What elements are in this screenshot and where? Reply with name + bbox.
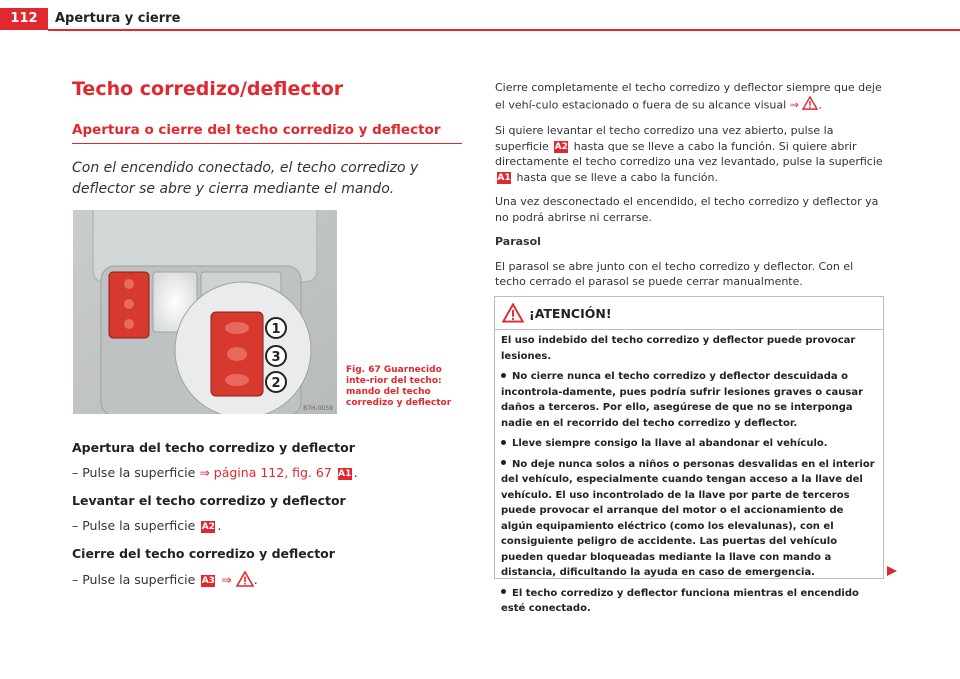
warning-bullet: No deje nunca solos a niños o personas desvalidas en el interior del vehículo, especialmente cuando tengan acceso a la llave del vehículo. El uso incontrolado de la llave por parte de terceros puede provocar el arranque del motor o el accionamiento de algún equipamiento eléctrico (como los elevalunas), con el consiguiente peligro de accidente. Las puertas del vehículo pueden quedar bloqueadas mediante la llave con mando a distancia, dificultando la ayuda en caso de emergencia. <box>501 458 875 578</box>
warning-header <box>495 297 883 330</box>
bullet-icon <box>501 589 506 594</box>
badge-a2: A2 <box>554 141 568 152</box>
warning-bullet: El techo corredizo y deflector funciona mientras el encendido esté conectado. <box>501 587 859 614</box>
paragraph: Si quiere levantar el techo corredizo una vez abierto, pulse la superficie A2 hasta que se lleve a cabo la función. Si quiere abrir directamente el techo corredizo una vez levantado, pulse la superficie A1 hasta que se lleve a cabo la función. <box>495 124 883 184</box>
callout-3: 3 <box>271 350 281 365</box>
bullet-icon <box>501 373 506 378</box>
parasol-heading: Parasol <box>495 235 541 248</box>
paragraph: Cierre completamente el techo corredizo y deflector siempre que deje el vehí-culo estacionado o fuera de su alcance visual ⇒ . <box>495 80 885 114</box>
section-apertura <box>72 440 462 480</box>
figure-code: B7H-0059 <box>303 405 333 412</box>
figure-67 <box>73 210 337 414</box>
callout-1: 1 <box>271 322 281 337</box>
chapter-title: Apertura y cierre <box>55 11 181 26</box>
section-heading: Levantar el techo corredizo y deflector <box>72 493 346 508</box>
badge-a1: A1 <box>338 468 352 479</box>
page-number: 112 <box>0 8 48 30</box>
step-text: – Pulse la superficie ⇒ página 112, fig. 67 A1 . <box>72 465 358 480</box>
warning-icon[interactable] <box>236 571 254 590</box>
paragraph: Una vez desconectado el encendido, el techo corredizo y deflector ya no podrá abrirse ni cerrarse. <box>495 195 879 224</box>
intro-text: Con el encendido conectado, el techo corredizo y deflector se abre y cierra mediante el mando. <box>72 160 419 197</box>
warning-body <box>495 330 883 617</box>
warning-bullet: Lleve siempre consigo la llave al abandonar el vehículo. <box>501 436 877 452</box>
warning-box <box>494 296 884 614</box>
header-rule <box>48 29 960 31</box>
paragraph: El parasol se abre junto con el techo corredizo y deflector. Con el techo cerrado el parasol se puede cerrar manualmente. <box>495 259 854 288</box>
right-column <box>495 80 885 299</box>
warning-bullet: No cierre nunca el techo corredizo y deflector descuidada o incontrola-damente, pues podría sufrir lesiones graves o causar daños a terceros. Por ello, asegúrese de que no se interponga nadie en el recorrido del techo corredizo y deflector. <box>501 371 864 429</box>
section-heading: Apertura del techo corredizo y deflector <box>72 440 355 455</box>
section-cierre <box>72 546 462 590</box>
warning-icon <box>502 303 524 327</box>
badge-a2: A2 <box>201 521 215 532</box>
figure-link[interactable]: página 112, fig. 67 <box>213 465 332 480</box>
section-heading: Cierre del techo corredizo y deflector <box>72 546 335 561</box>
step-text: – Pulse la superficie A3 ⇒ . <box>72 571 462 590</box>
badge-a1: A1 <box>497 172 511 183</box>
section-levantar <box>72 493 462 533</box>
bullet-icon <box>501 440 506 445</box>
warning-icon[interactable] <box>802 96 818 115</box>
section-title: Techo corredizo/deflector <box>72 78 344 100</box>
page-header <box>0 0 960 30</box>
section-subtitle: Apertura o cierre del techo corredizo y deflector <box>72 122 462 144</box>
badge-a3: A3 <box>201 575 215 586</box>
bullet-icon <box>501 460 506 465</box>
warning-intro: El uso indebido del techo corredizo y deflector puede provocar lesiones. <box>501 335 856 362</box>
next-page-arrow-icon[interactable] <box>886 562 898 581</box>
roof-console-illustration <box>73 210 337 414</box>
warning-title: ¡ATENCIÓN! <box>529 306 612 321</box>
callout-2: 2 <box>271 376 281 391</box>
step-text: – Pulse la superficie A2 . <box>72 518 222 533</box>
figure-caption: Fig. 67 Guarnecido inte-rior del techo: mando del techo corredizo y deflector <box>346 365 452 408</box>
left-column <box>72 78 462 200</box>
